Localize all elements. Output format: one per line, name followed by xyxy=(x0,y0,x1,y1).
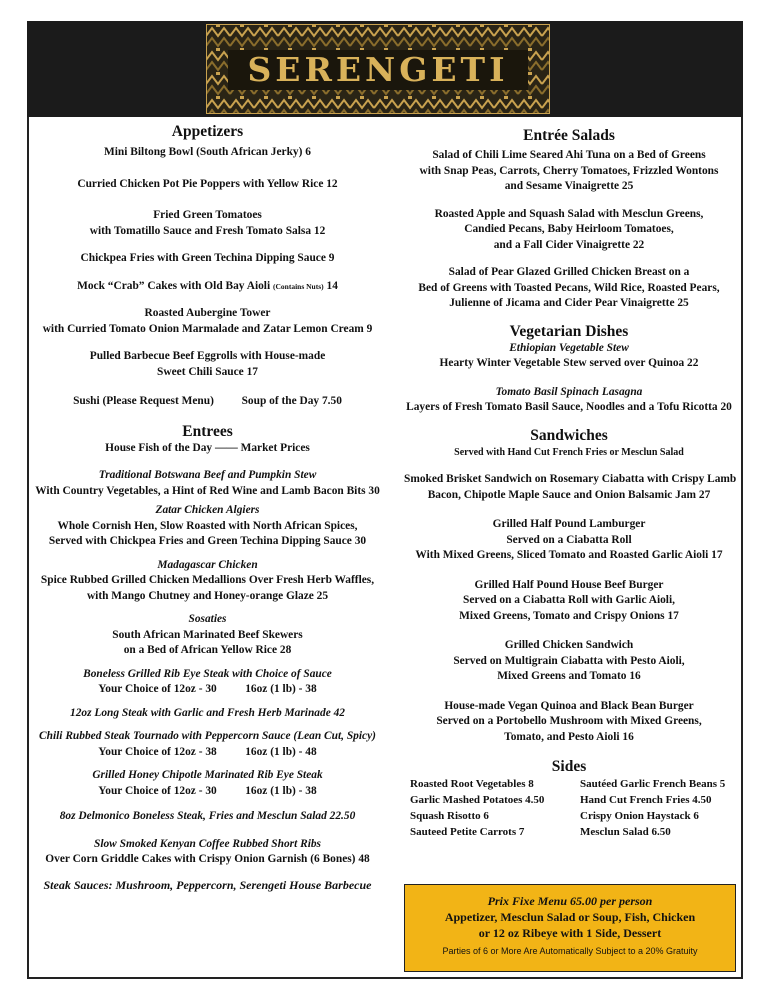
item-name: 8oz Delmonico Boneless Steak, Fries and Mesclun Salad 22.50 xyxy=(59,810,356,822)
item-name: Slow Smoked Kenyan Coffee Rubbed Short Ribs xyxy=(93,837,321,850)
item-text: Salad of Pear Glazed Grilled Chicken Breast on a xyxy=(448,266,690,278)
appetizer-item xyxy=(35,306,380,337)
sandwich-item xyxy=(404,517,734,564)
section-title-sides: Sides xyxy=(551,758,587,775)
side-item: Sautéed Garlic French Beans 5 xyxy=(580,778,726,790)
entree-item xyxy=(35,768,380,799)
appetizer-item xyxy=(35,279,380,295)
entree-item xyxy=(35,729,380,760)
side-item: Garlic Mashed Potatoes 4.50 xyxy=(410,794,545,806)
appetizer-item xyxy=(35,251,380,267)
left-column xyxy=(35,122,380,893)
section-title-sandwiches: Sandwiches xyxy=(530,426,608,444)
item-text: Hearty Winter Vegetable Stew served over Quinoa 22 xyxy=(439,357,699,369)
section-title-entrees: Entrees xyxy=(182,422,233,440)
entree-item xyxy=(35,468,380,499)
sides-list xyxy=(410,776,734,840)
veg-item xyxy=(404,341,734,372)
item-text: Roasted Apple and Squash Salad with Mesclun Greens, xyxy=(434,207,704,220)
item-text: Served on a Ciabatta Roll xyxy=(506,533,632,546)
item-name: Boneless Grilled Rib Eye Steak with Choice of Sauce xyxy=(83,667,332,680)
salad-item xyxy=(404,148,734,195)
item-text: Served with Chickpea Fries and Green Techina Dipping Sauce 30 xyxy=(48,535,367,547)
side-item: Crispy Onion Haystack 6 xyxy=(580,810,699,822)
prix-fixe-title: Prix Fixe Menu 65.00 per person xyxy=(487,894,653,908)
veg-item xyxy=(404,385,734,416)
item-text: With Country Vegetables, a Hint of Red Wine and Lamb Bacon Bits 30 xyxy=(35,484,380,497)
item-text: Julienne of Jicama and Cider Pear Vinaigrette 25 xyxy=(449,297,689,309)
item-text: Grilled Half Pound House Beef Burger xyxy=(474,578,664,591)
gratuity-note: Parties of 6 or More Are Automatically Subject to a 20% Gratuity xyxy=(442,946,698,956)
item-text: Fried Green Tomatoes xyxy=(153,209,262,221)
item-text: Sweet Chili Sauce 17 xyxy=(157,365,258,378)
item-text: South African Marinated Beef Skewers xyxy=(112,628,303,641)
appetizer-item xyxy=(35,145,380,161)
item-price: 14 xyxy=(326,279,338,292)
fish-of-day: House Fish of the Day —— Market Prices xyxy=(105,441,310,454)
item-name: Grilled Honey Chipotle Marinated Rib Eye Steak xyxy=(92,769,323,781)
item-text: Pulled Barbecue Beef Eggrolls with House-made xyxy=(89,350,326,362)
item-text: with Mango Chutney and Honey-orange Glaze 25 xyxy=(86,589,329,602)
item-name: Madagascar Chicken xyxy=(157,558,258,571)
section-title-vegetarian: Vegetarian Dishes xyxy=(509,322,629,340)
entree-item xyxy=(35,503,380,550)
item-text: Your Choice of 12oz - 30 16oz (1 lb) - 38 xyxy=(98,683,317,695)
item-text: Chickpea Fries with Green Techina Dipping Sauce 9 xyxy=(80,252,335,264)
side-item: Mesclun Salad 6.50 xyxy=(580,826,671,838)
item-text: Soup of the Day 7.50 xyxy=(241,395,342,407)
item-text: Mixed Greens and Tomato 16 xyxy=(497,670,641,682)
item-text: Tomato, and Pesto Aioli 16 xyxy=(504,730,634,743)
item-text: Sushi (Please Request Menu) xyxy=(73,395,214,407)
sandwich-item xyxy=(404,578,734,625)
item-text: Curried Chicken Pot Pie Poppers with Yellow Rice 12 xyxy=(77,177,338,190)
entree-item xyxy=(35,612,380,659)
item-text: Spice Rubbed Grilled Chicken Medallions Over Fresh Herb Waffles, xyxy=(40,574,375,586)
item-text: with Tomatillo Sauce and Fresh Tomato Salsa 12 xyxy=(89,224,326,237)
item-text: Bacon, Chipotle Maple Sauce and Onion Balsamic Jam 27 xyxy=(427,488,711,501)
item-text: and a Fall Cider Vinaigrette 22 xyxy=(493,238,645,251)
side-item: Roasted Root Vegetables 8 xyxy=(410,778,534,790)
sandwiches-subtitle: Served with Hand Cut French Fries or Mesclun Salad xyxy=(454,446,684,458)
serengeti-logo xyxy=(206,24,550,114)
item-text: with Curried Tomato Onion Marmalade and Zatar Lemon Cream 9 xyxy=(42,322,373,335)
item-name: Sosaties xyxy=(188,613,227,625)
section-title-appetizers: Appetizers xyxy=(171,123,244,140)
side-item: Hand Cut French Fries 4.50 xyxy=(580,794,712,806)
item-name: Traditional Botswana Beef and Pumpkin Stew xyxy=(98,469,317,481)
prix-fixe-box xyxy=(404,884,736,972)
right-column xyxy=(404,126,737,840)
item-text: and Sesame Vinaigrette 25 xyxy=(504,180,634,192)
item-text: Served on a Ciabatta Roll with Garlic Aioli, xyxy=(463,594,675,606)
appetizer-item xyxy=(35,394,380,410)
appetizer-item xyxy=(35,177,380,193)
item-name: Tomato Basil Spinach Lasagna xyxy=(495,385,643,398)
item-text: Grilled Chicken Sandwich xyxy=(504,639,634,651)
item-text: Served on Multigrain Ciabatta with Pesto Aioli, xyxy=(453,654,685,667)
item-name: Zatar Chicken Algiers xyxy=(155,504,260,516)
item-note: (Contains Nuts) xyxy=(273,281,324,291)
brand-name: SERENGETI xyxy=(228,50,528,90)
item-text: Your Choice of 12oz - 30 16oz (1 lb) - 38 xyxy=(98,784,317,797)
section-title-salads: Entrée Salads xyxy=(523,127,615,144)
entree-item xyxy=(35,809,380,825)
salad-item xyxy=(404,207,734,254)
salad-item xyxy=(404,265,734,312)
item-text: Candied Pecans, Baby Heirloom Tomatoes, xyxy=(464,223,674,235)
side-item: Squash Risotto 6 xyxy=(410,810,489,822)
entree-item xyxy=(35,706,380,722)
item-name: Chili Rubbed Steak Tournado with Peppercorn Sauce (Lean Cut, Spicy) xyxy=(39,730,376,742)
item-text: Grilled Half Pound Lamburger xyxy=(492,518,646,530)
sandwich-item xyxy=(404,472,737,503)
item-name: 12oz Long Steak with Garlic and Fresh Herb Marinade 42 xyxy=(70,706,345,719)
steak-sauces: Steak Sauces: Mushroom, Peppercorn, Serengeti House Barbecue xyxy=(43,877,372,892)
side-item: Sauteed Petite Carrots 7 xyxy=(410,826,525,838)
item-text: Over Corn Griddle Cakes with Crispy Onion Garnish (6 Bones) 48 xyxy=(45,853,370,865)
item-text: Smoked Brisket Sandwich on Rosemary Ciabatta with Crispy Lamb xyxy=(404,473,737,485)
item-text: Your Choice of 12oz - 38 16oz (1 lb) - 48 xyxy=(98,745,317,758)
item-text: Whole Cornish Hen, Slow Roasted with North African Spices, xyxy=(57,519,358,532)
entree-item xyxy=(35,558,380,605)
entree-item xyxy=(35,667,380,698)
entree-item xyxy=(35,837,380,868)
item-text: on a Bed of African Yellow Rice 28 xyxy=(123,644,292,656)
item-text: Mock “Crab” Cakes with Old Bay Aioli xyxy=(77,279,271,292)
item-text: Bed of Greens with Toasted Pecans, Wild Rice, Roasted Pears, xyxy=(418,281,720,294)
appetizer-item xyxy=(35,208,380,239)
item-text: With Mixed Greens, Sliced Tomato and Roasted Garlic Aioli 17 xyxy=(415,549,723,561)
item-text: Roasted Aubergine Tower xyxy=(144,307,271,319)
sandwich-item xyxy=(404,638,734,685)
item-text: Salad of Chili Lime Seared Ahi Tuna on a Bed of Greens xyxy=(432,149,706,161)
appetizer-item xyxy=(35,349,380,380)
item-text: with Snap Peas, Carrots, Cherry Tomatoes, Frizzled Wontons xyxy=(419,164,719,177)
prix-fixe-line: or 12 oz Ribeye with 1 Side, Dessert xyxy=(478,926,662,940)
item-text: Mixed Greens, Tomato and Crispy Onions 17 xyxy=(459,609,679,622)
prix-fixe-line: Appetizer, Mesclun Salad or Soup, Fish, Chicken xyxy=(444,910,696,924)
item-text: Mini Biltong Bowl (South African Jerky) 6 xyxy=(104,146,311,158)
sandwich-item xyxy=(404,699,734,746)
item-text: House-made Vegan Quinoa and Black Bean Burger xyxy=(444,699,694,712)
item-name: Ethiopian Vegetable Stew xyxy=(509,341,629,354)
item-text: Layers of Fresh Tomato Basil Sauce, Noodles and a Tofu Ricotta 20 xyxy=(406,401,732,413)
item-text: Served on a Portobello Mushroom with Mixed Greens, xyxy=(436,715,702,727)
